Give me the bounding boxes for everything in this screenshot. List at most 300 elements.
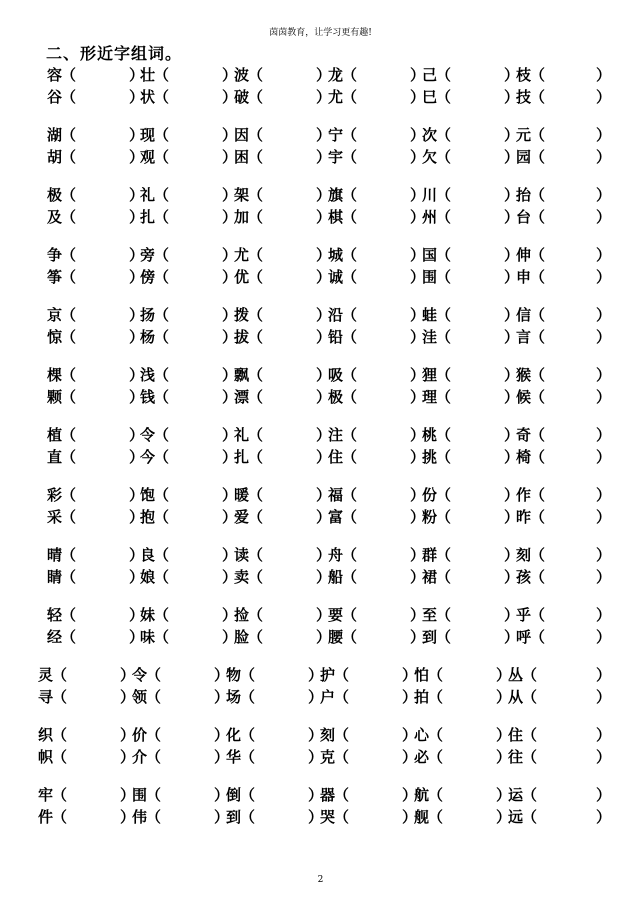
close-paren: ） bbox=[596, 726, 612, 744]
close-paren: ） bbox=[129, 388, 145, 406]
close-paren: ） bbox=[129, 366, 145, 384]
open-paren: （ bbox=[436, 268, 452, 286]
character: 枝 bbox=[516, 66, 532, 84]
character: 轻 bbox=[47, 606, 63, 624]
close-paren: ） bbox=[596, 546, 612, 564]
character: 注 bbox=[328, 426, 344, 444]
character: 妹 bbox=[140, 606, 156, 624]
close-paren: ） bbox=[214, 688, 230, 706]
page-number: 2 bbox=[317, 875, 324, 885]
open-paren: （ bbox=[428, 786, 444, 804]
character: 沿 bbox=[328, 306, 344, 324]
character: 州 bbox=[422, 208, 438, 226]
character: 奇 bbox=[516, 426, 532, 444]
open-paren: （ bbox=[248, 568, 264, 586]
close-paren: ） bbox=[402, 726, 418, 744]
character: 富 bbox=[328, 508, 344, 526]
character: 彩 bbox=[47, 486, 63, 504]
close-paren: ） bbox=[222, 388, 238, 406]
open-paren: （ bbox=[342, 268, 358, 286]
character: 元 bbox=[516, 126, 532, 144]
word-row bbox=[0, 746, 641, 768]
open-paren: （ bbox=[248, 246, 264, 264]
close-paren: ） bbox=[596, 88, 612, 106]
character: 桃 bbox=[422, 426, 438, 444]
close-paren: ） bbox=[504, 448, 520, 466]
word-row bbox=[0, 784, 641, 806]
open-paren: （ bbox=[436, 186, 452, 204]
close-paren: ） bbox=[316, 448, 332, 466]
character: 住 bbox=[328, 448, 344, 466]
close-paren: ） bbox=[308, 748, 324, 766]
close-paren: ） bbox=[316, 486, 332, 504]
close-paren: ） bbox=[410, 126, 426, 144]
open-paren: （ bbox=[61, 246, 77, 264]
open-paren: （ bbox=[342, 606, 358, 624]
open-paren: （ bbox=[240, 786, 256, 804]
character: 物 bbox=[226, 666, 242, 684]
close-paren: ） bbox=[129, 628, 145, 646]
close-paren: ） bbox=[214, 786, 230, 804]
close-paren: ） bbox=[316, 568, 332, 586]
close-paren: ） bbox=[596, 426, 612, 444]
character: 挑 bbox=[422, 448, 438, 466]
close-paren: ） bbox=[504, 486, 520, 504]
character: 饱 bbox=[140, 486, 156, 504]
word-row bbox=[0, 724, 641, 746]
open-paren: （ bbox=[61, 568, 77, 586]
character: 傍 bbox=[140, 268, 156, 286]
open-paren: （ bbox=[530, 88, 546, 106]
open-paren: （ bbox=[522, 666, 538, 684]
open-paren: （ bbox=[154, 186, 170, 204]
character: 到 bbox=[226, 808, 242, 826]
character: 钱 bbox=[140, 388, 156, 406]
open-paren: （ bbox=[154, 148, 170, 166]
open-paren: （ bbox=[154, 126, 170, 144]
word-row bbox=[0, 304, 641, 326]
open-paren: （ bbox=[248, 606, 264, 624]
character: 优 bbox=[234, 268, 250, 286]
character: 架 bbox=[234, 186, 250, 204]
character: 价 bbox=[132, 726, 148, 744]
character: 灵 bbox=[38, 666, 54, 684]
character: 采 bbox=[47, 508, 63, 526]
open-paren: （ bbox=[334, 726, 350, 744]
character: 扎 bbox=[140, 208, 156, 226]
open-paren: （ bbox=[342, 246, 358, 264]
close-paren: ） bbox=[596, 606, 612, 624]
character: 棋 bbox=[328, 208, 344, 226]
close-paren: ） bbox=[129, 486, 145, 504]
character: 台 bbox=[516, 208, 532, 226]
character: 腰 bbox=[328, 628, 344, 646]
open-paren: （ bbox=[342, 508, 358, 526]
word-row bbox=[0, 566, 641, 588]
character: 经 bbox=[47, 628, 63, 646]
open-paren: （ bbox=[61, 268, 77, 286]
open-paren: （ bbox=[342, 426, 358, 444]
character: 浅 bbox=[140, 366, 156, 384]
open-paren: （ bbox=[436, 568, 452, 586]
character: 呼 bbox=[516, 628, 532, 646]
open-paren: （ bbox=[530, 306, 546, 324]
character: 场 bbox=[226, 688, 242, 706]
close-paren: ） bbox=[402, 786, 418, 804]
open-paren: （ bbox=[52, 748, 68, 766]
close-paren: ） bbox=[410, 426, 426, 444]
character: 蛙 bbox=[422, 306, 438, 324]
open-paren: （ bbox=[342, 568, 358, 586]
character: 昨 bbox=[516, 508, 532, 526]
close-paren: ） bbox=[316, 208, 332, 226]
open-paren: （ bbox=[61, 508, 77, 526]
character: 城 bbox=[328, 246, 344, 264]
character: 怕 bbox=[414, 666, 430, 684]
character: 杨 bbox=[140, 328, 156, 346]
close-paren: ） bbox=[410, 448, 426, 466]
close-paren: ） bbox=[316, 66, 332, 84]
character: 福 bbox=[328, 486, 344, 504]
character: 技 bbox=[516, 88, 532, 106]
open-paren: （ bbox=[154, 508, 170, 526]
character: 至 bbox=[422, 606, 438, 624]
word-row bbox=[0, 506, 641, 528]
close-paren: ） bbox=[308, 726, 324, 744]
open-paren: （ bbox=[428, 666, 444, 684]
character: 化 bbox=[226, 726, 242, 744]
character: 容 bbox=[47, 66, 63, 84]
close-paren: ） bbox=[402, 666, 418, 684]
close-paren: ） bbox=[410, 246, 426, 264]
character: 湖 bbox=[47, 126, 63, 144]
character: 丛 bbox=[508, 666, 524, 684]
close-paren: ） bbox=[596, 748, 612, 766]
open-paren: （ bbox=[154, 66, 170, 84]
word-row bbox=[0, 184, 641, 206]
character: 旁 bbox=[140, 246, 156, 264]
open-paren: （ bbox=[530, 508, 546, 526]
character: 帜 bbox=[38, 748, 54, 766]
character: 宇 bbox=[328, 148, 344, 166]
character: 漂 bbox=[234, 388, 250, 406]
open-paren: （ bbox=[436, 606, 452, 624]
character: 礼 bbox=[234, 426, 250, 444]
close-paren: ） bbox=[504, 366, 520, 384]
character: 破 bbox=[234, 88, 250, 106]
close-paren: ） bbox=[316, 268, 332, 286]
character: 尤 bbox=[234, 246, 250, 264]
open-paren: （ bbox=[342, 628, 358, 646]
character: 尤 bbox=[328, 88, 344, 106]
character: 裙 bbox=[422, 568, 438, 586]
close-paren: ） bbox=[129, 88, 145, 106]
open-paren: （ bbox=[240, 726, 256, 744]
close-paren: ） bbox=[222, 126, 238, 144]
open-paren: （ bbox=[342, 486, 358, 504]
character: 住 bbox=[508, 726, 524, 744]
close-paren: ） bbox=[504, 88, 520, 106]
open-paren: （ bbox=[154, 88, 170, 106]
close-paren: ） bbox=[410, 208, 426, 226]
close-paren: ） bbox=[596, 186, 612, 204]
character: 必 bbox=[414, 748, 430, 766]
character: 份 bbox=[422, 486, 438, 504]
open-paren: （ bbox=[154, 426, 170, 444]
open-paren: （ bbox=[530, 388, 546, 406]
open-paren: （ bbox=[530, 268, 546, 286]
open-paren: （ bbox=[428, 726, 444, 744]
page-header: 茵茵教育，让学习更有趣! bbox=[269, 28, 372, 38]
open-paren: （ bbox=[342, 546, 358, 564]
character: 户 bbox=[320, 688, 336, 706]
open-paren: （ bbox=[342, 366, 358, 384]
close-paren: ） bbox=[129, 448, 145, 466]
character: 舰 bbox=[414, 808, 430, 826]
open-paren: （ bbox=[248, 268, 264, 286]
close-paren: ） bbox=[214, 666, 230, 684]
open-paren: （ bbox=[530, 328, 546, 346]
open-paren: （ bbox=[334, 688, 350, 706]
close-paren: ） bbox=[129, 66, 145, 84]
character: 粉 bbox=[422, 508, 438, 526]
close-paren: ） bbox=[308, 666, 324, 684]
character: 运 bbox=[508, 786, 524, 804]
close-paren: ） bbox=[410, 628, 426, 646]
close-paren: ） bbox=[410, 366, 426, 384]
character: 作 bbox=[516, 486, 532, 504]
character: 猴 bbox=[516, 366, 532, 384]
close-paren: ） bbox=[504, 126, 520, 144]
close-paren: ） bbox=[596, 628, 612, 646]
open-paren: （ bbox=[342, 148, 358, 166]
close-paren: ） bbox=[504, 306, 520, 324]
word-row bbox=[0, 86, 641, 108]
open-paren: （ bbox=[154, 388, 170, 406]
character: 观 bbox=[140, 148, 156, 166]
open-paren: （ bbox=[248, 448, 264, 466]
close-paren: ） bbox=[596, 808, 612, 826]
close-paren: ） bbox=[222, 546, 238, 564]
word-row bbox=[0, 386, 641, 408]
close-paren: ） bbox=[316, 126, 332, 144]
character: 言 bbox=[516, 328, 532, 346]
open-paren: （ bbox=[436, 426, 452, 444]
character: 京 bbox=[47, 306, 63, 324]
open-paren: （ bbox=[240, 666, 256, 684]
close-paren: ） bbox=[316, 246, 332, 264]
open-paren: （ bbox=[248, 88, 264, 106]
close-paren: ） bbox=[316, 508, 332, 526]
open-paren: （ bbox=[436, 628, 452, 646]
character: 乎 bbox=[516, 606, 532, 624]
close-paren: ） bbox=[504, 148, 520, 166]
word-row bbox=[0, 544, 641, 566]
character: 申 bbox=[516, 268, 532, 286]
character: 壮 bbox=[140, 66, 156, 84]
word-row bbox=[0, 146, 641, 168]
open-paren: （ bbox=[61, 628, 77, 646]
open-paren: （ bbox=[61, 426, 77, 444]
close-paren: ） bbox=[222, 426, 238, 444]
character: 围 bbox=[422, 268, 438, 286]
character: 寻 bbox=[38, 688, 54, 706]
character: 信 bbox=[516, 306, 532, 324]
open-paren: （ bbox=[436, 306, 452, 324]
close-paren: ） bbox=[222, 486, 238, 504]
close-paren: ） bbox=[410, 66, 426, 84]
character: 洼 bbox=[422, 328, 438, 346]
open-paren: （ bbox=[52, 808, 68, 826]
character: 器 bbox=[320, 786, 336, 804]
open-paren: （ bbox=[248, 306, 264, 324]
open-paren: （ bbox=[530, 126, 546, 144]
word-row bbox=[0, 604, 641, 626]
close-paren: ） bbox=[410, 148, 426, 166]
open-paren: （ bbox=[248, 388, 264, 406]
close-paren: ） bbox=[402, 808, 418, 826]
open-paren: （ bbox=[146, 688, 162, 706]
character: 波 bbox=[234, 66, 250, 84]
close-paren: ） bbox=[496, 688, 512, 706]
character: 克 bbox=[320, 748, 336, 766]
open-paren: （ bbox=[436, 246, 452, 264]
character: 扎 bbox=[234, 448, 250, 466]
character: 护 bbox=[320, 666, 336, 684]
open-paren: （ bbox=[342, 448, 358, 466]
close-paren: ） bbox=[596, 366, 612, 384]
character: 卖 bbox=[234, 568, 250, 586]
close-paren: ） bbox=[308, 786, 324, 804]
open-paren: （ bbox=[248, 546, 264, 564]
word-row bbox=[0, 244, 641, 266]
open-paren: （ bbox=[52, 688, 68, 706]
close-paren: ） bbox=[129, 508, 145, 526]
close-paren: ） bbox=[596, 688, 612, 706]
open-paren: （ bbox=[530, 486, 546, 504]
close-paren: ） bbox=[316, 546, 332, 564]
word-row bbox=[0, 64, 641, 86]
open-paren: （ bbox=[342, 66, 358, 84]
open-paren: （ bbox=[436, 546, 452, 564]
open-paren: （ bbox=[530, 366, 546, 384]
open-paren: （ bbox=[436, 88, 452, 106]
close-paren: ） bbox=[222, 568, 238, 586]
character: 扬 bbox=[140, 306, 156, 324]
open-paren: （ bbox=[154, 208, 170, 226]
close-paren: ） bbox=[316, 426, 332, 444]
character: 龙 bbox=[328, 66, 344, 84]
open-paren: （ bbox=[248, 508, 264, 526]
close-paren: ） bbox=[504, 426, 520, 444]
close-paren: ） bbox=[504, 508, 520, 526]
close-paren: ） bbox=[120, 688, 136, 706]
close-paren: ） bbox=[222, 628, 238, 646]
open-paren: （ bbox=[428, 748, 444, 766]
open-paren: （ bbox=[436, 66, 452, 84]
character: 良 bbox=[140, 546, 156, 564]
character: 爱 bbox=[234, 508, 250, 526]
close-paren: ） bbox=[129, 126, 145, 144]
open-paren: （ bbox=[61, 126, 77, 144]
open-paren: （ bbox=[154, 306, 170, 324]
close-paren: ） bbox=[596, 306, 612, 324]
close-paren: ） bbox=[496, 748, 512, 766]
open-paren: （ bbox=[154, 606, 170, 624]
close-paren: ） bbox=[222, 328, 238, 346]
open-paren: （ bbox=[61, 606, 77, 624]
open-paren: （ bbox=[248, 628, 264, 646]
close-paren: ） bbox=[504, 246, 520, 264]
character: 极 bbox=[328, 388, 344, 406]
word-row bbox=[0, 206, 641, 228]
close-paren: ） bbox=[129, 186, 145, 204]
open-paren: （ bbox=[61, 306, 77, 324]
close-paren: ） bbox=[308, 688, 324, 706]
close-paren: ） bbox=[410, 328, 426, 346]
character: 读 bbox=[234, 546, 250, 564]
character: 牢 bbox=[38, 786, 54, 804]
open-paren: （ bbox=[428, 808, 444, 826]
open-paren: （ bbox=[436, 448, 452, 466]
close-paren: ） bbox=[129, 426, 145, 444]
character: 宁 bbox=[328, 126, 344, 144]
character: 捡 bbox=[234, 606, 250, 624]
word-row bbox=[0, 364, 641, 386]
open-paren: （ bbox=[522, 808, 538, 826]
character: 群 bbox=[422, 546, 438, 564]
open-paren: （ bbox=[61, 148, 77, 166]
character: 吸 bbox=[328, 366, 344, 384]
close-paren: ） bbox=[222, 88, 238, 106]
character: 诚 bbox=[328, 268, 344, 286]
open-paren: （ bbox=[342, 88, 358, 106]
close-paren: ） bbox=[410, 546, 426, 564]
open-paren: （ bbox=[154, 246, 170, 264]
character: 国 bbox=[422, 246, 438, 264]
character: 困 bbox=[234, 148, 250, 166]
close-paren: ） bbox=[504, 606, 520, 624]
character: 要 bbox=[328, 606, 344, 624]
close-paren: ） bbox=[222, 366, 238, 384]
character: 介 bbox=[132, 748, 148, 766]
close-paren: ） bbox=[496, 666, 512, 684]
close-paren: ） bbox=[410, 186, 426, 204]
open-paren: （ bbox=[342, 328, 358, 346]
open-paren: （ bbox=[61, 366, 77, 384]
character: 华 bbox=[226, 748, 242, 766]
character: 往 bbox=[508, 748, 524, 766]
word-row bbox=[0, 124, 641, 146]
open-paren: （ bbox=[248, 126, 264, 144]
open-paren: （ bbox=[530, 246, 546, 264]
character: 令 bbox=[140, 426, 156, 444]
open-paren: （ bbox=[334, 786, 350, 804]
close-paren: ） bbox=[222, 186, 238, 204]
open-paren: （ bbox=[342, 186, 358, 204]
character: 旗 bbox=[328, 186, 344, 204]
open-paren: （ bbox=[530, 208, 546, 226]
open-paren: （ bbox=[154, 268, 170, 286]
open-paren: （ bbox=[240, 808, 256, 826]
close-paren: ） bbox=[504, 388, 520, 406]
character: 椅 bbox=[516, 448, 532, 466]
character: 飘 bbox=[234, 366, 250, 384]
close-paren: ） bbox=[596, 66, 612, 84]
character: 现 bbox=[140, 126, 156, 144]
character: 候 bbox=[516, 388, 532, 406]
character: 味 bbox=[140, 628, 156, 646]
